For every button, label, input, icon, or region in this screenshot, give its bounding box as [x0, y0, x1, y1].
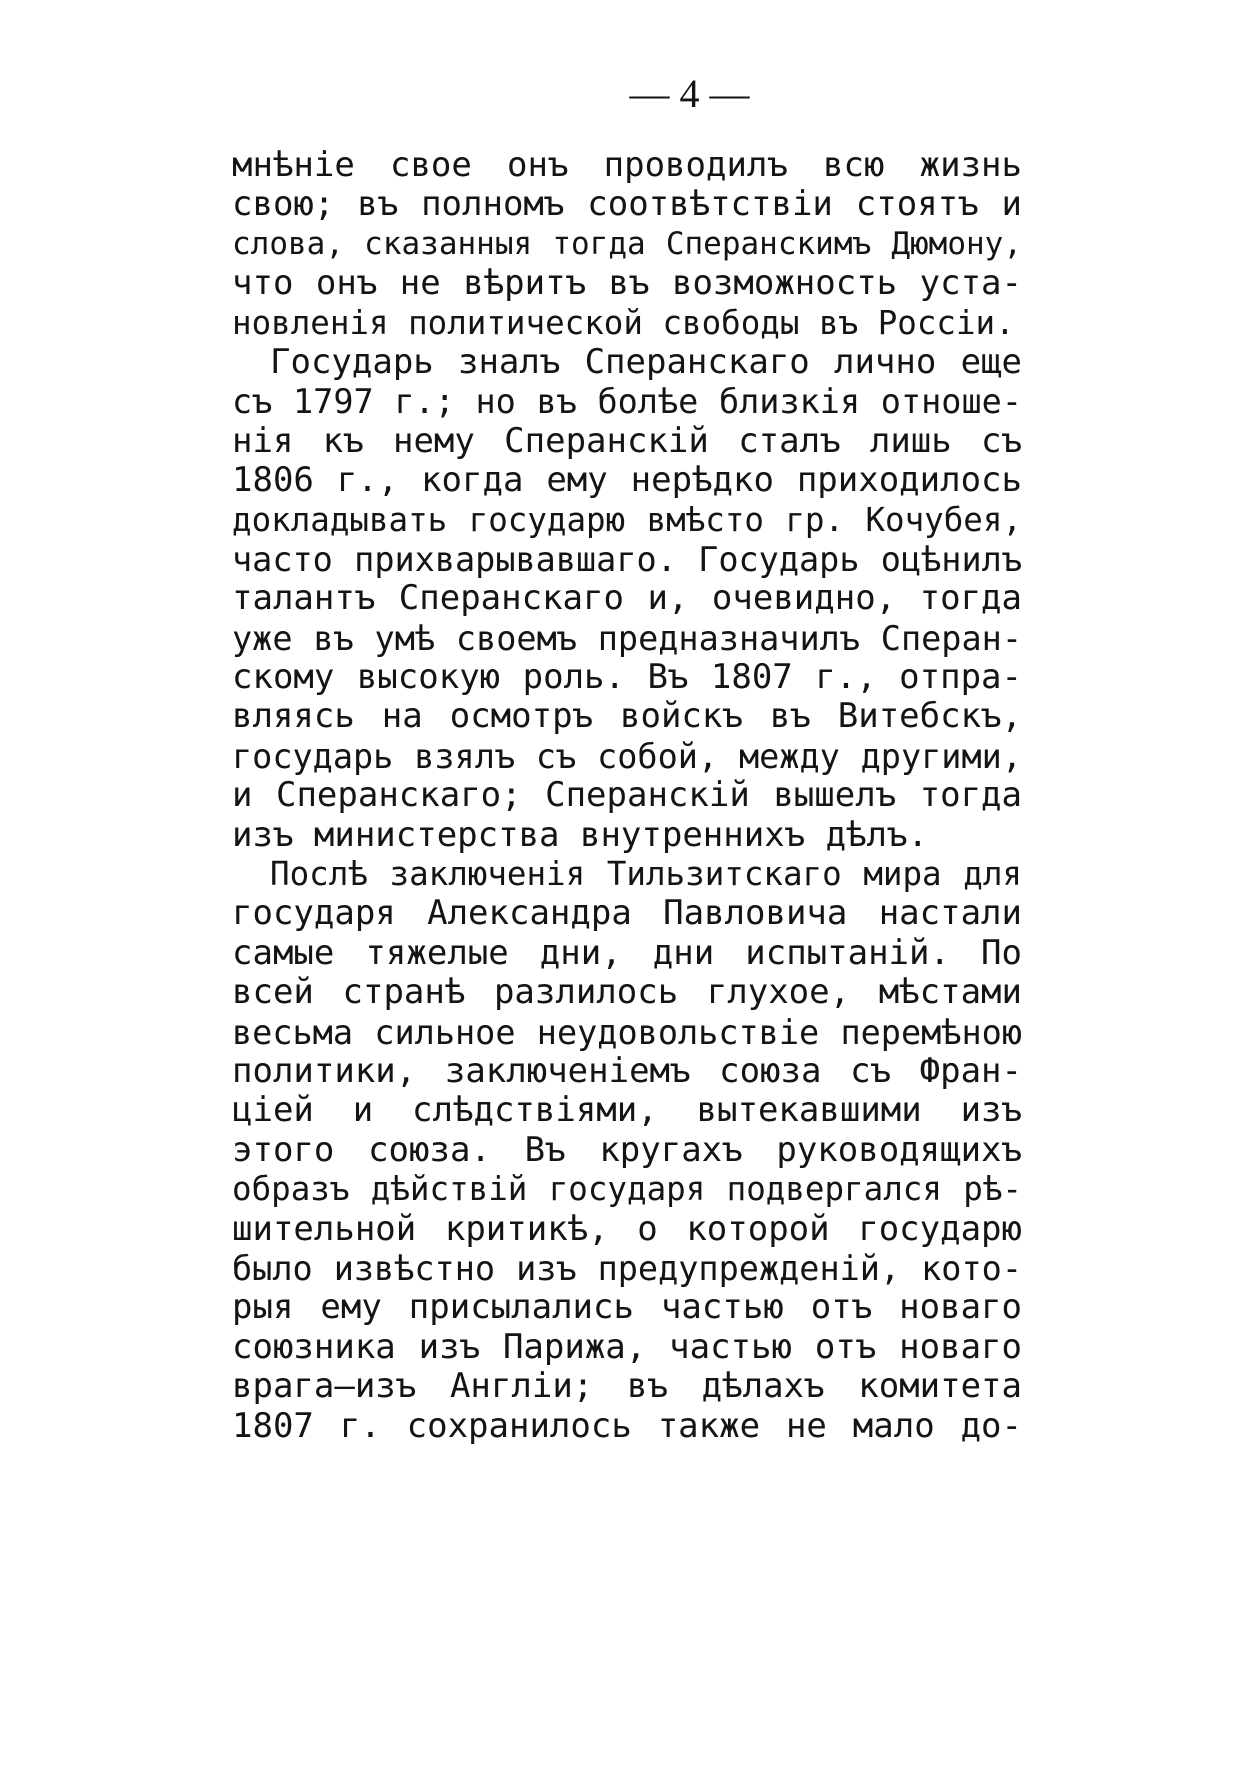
text-line: государь взялъ съ собой, между другими, [232, 736, 1022, 776]
text-line: скому высокую роль. Въ 1807 г., отпра- [232, 657, 1022, 698]
text-line: слова, сказанныя тогда Сперанскимъ Дюмону, [232, 225, 1022, 262]
text-line: врага—изъ Англіи; въ дѣлахъ комитета [232, 1366, 1022, 1407]
text-line: 1807 г. сохранилось также не мало до- [232, 1405, 1022, 1446]
text-line: политики, заключеніемъ союза съ Фран- [232, 1050, 1022, 1091]
page-number: — 4 — [629, 71, 750, 116]
text-line: образъ дѣйствій государя подвергался рѣ- [232, 1170, 1022, 1209]
text-line: уже въ умѣ своемъ предназначилъ Сперан- [232, 618, 1022, 658]
text-line: талантъ Сперанскаго и, очевидно, тогда [232, 578, 1022, 619]
text-line: Послѣ заключенія Тильзитскаго мира для [270, 855, 1022, 894]
text-line: рыя ему присылались частью отъ новаго [232, 1287, 1022, 1328]
text-line: часто прихварывавшаго. Государь оцѣнилъ [232, 539, 1022, 579]
text-line: новленія политической свободы въ Россіи. [232, 303, 1015, 342]
text-line: вляясь на осмотръ войскъ въ Витебскъ, [232, 696, 1022, 737]
text-line: мнѣніе свое онъ проводилъ всю жизнь [232, 145, 1022, 185]
text-line: съ 1797 г.; но въ болѣе близкія отноше- [232, 382, 1022, 422]
text-line: государя Александра Павловича настали [232, 893, 1022, 934]
text-line: докладывать государю вмѣсто гр. Кочубея, [232, 500, 1022, 539]
text-line: всей странѣ разлилось глухое, мѣстами [232, 972, 1022, 1013]
text-line: что онъ не вѣритъ въ возможность уста- [232, 263, 1022, 304]
text-line: шительной критикѣ, о которой государю [232, 1208, 1022, 1249]
text-line: ціей и слѣдствіями, вытекавшими изъ [232, 1090, 1022, 1131]
text-line: 1806 г., когда ему нерѣдко приходилось [232, 460, 1022, 501]
text-line: свою; въ полномъ соотвѣтствіи стоятъ и [232, 184, 1022, 225]
text-line: изъ министерства внутреннихъ дѣлъ. [232, 814, 928, 855]
text-line: весьма сильное неудовольствіе перемѣною [232, 1012, 1022, 1052]
body-text [232, 146, 1022, 1446]
text-line: союзника изъ Парижа, частью отъ новаго [232, 1326, 1022, 1367]
text-line: самые тяжелые дни, дни испытаній. По [232, 932, 1022, 973]
text-line: и Сперанскаго; Сперанскій вышелъ тогда [232, 775, 1022, 816]
text-line: этого союза. Въ кругахъ руководящихъ [232, 1129, 1022, 1170]
text-line: было извѣстно изъ предупрежденій, кото- [232, 1248, 1022, 1288]
text-line: Государь зналъ Сперанскаго лично еще [270, 341, 1022, 382]
text-line: нія къ нему Сперанскій сталъ лишь съ [232, 420, 1022, 461]
